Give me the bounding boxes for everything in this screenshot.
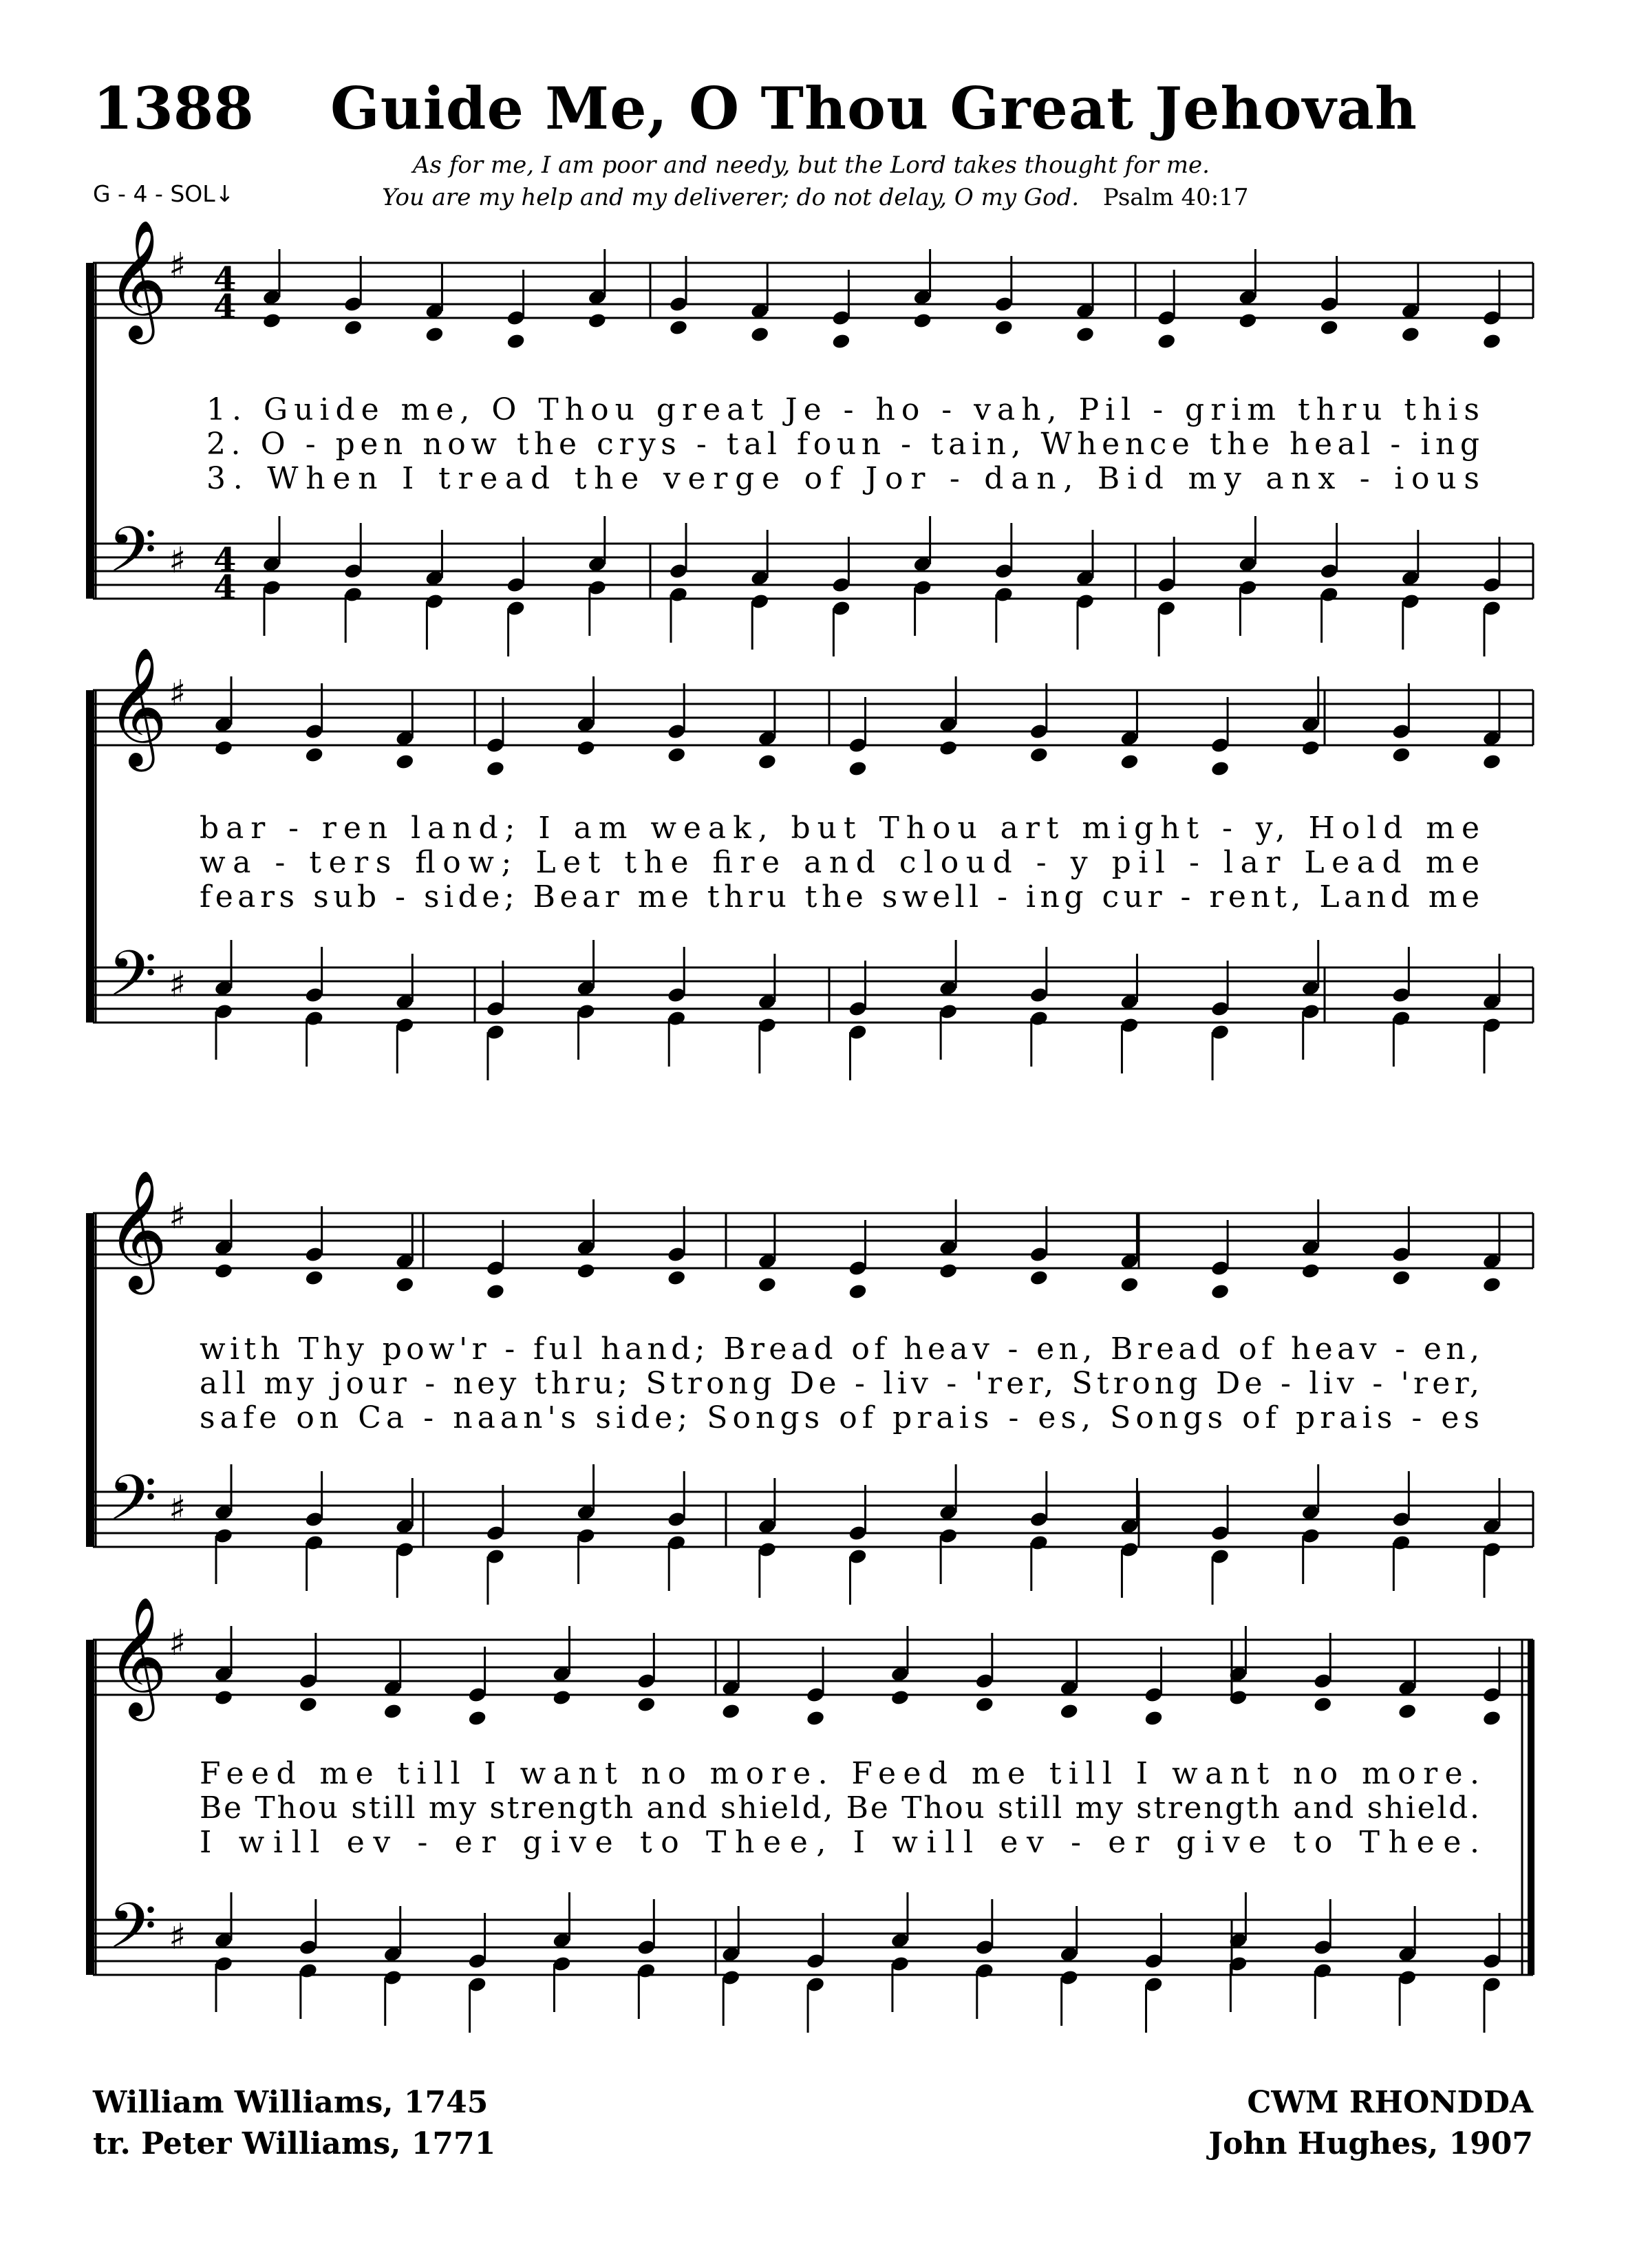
lyric-line: wa - ters flow; Let the fire and cloud - y pil - lar Lead me xyxy=(200,845,1479,880)
lyric-line: fears sub - side; Bear me thru the swell - ing cur - rent, Land me xyxy=(200,879,1479,914)
alto-note xyxy=(994,319,1014,336)
alto-note xyxy=(758,1276,778,1293)
alto-note xyxy=(262,312,282,329)
alto-note xyxy=(299,1695,319,1713)
alto-note xyxy=(721,1702,741,1720)
alto-note xyxy=(1482,1276,1502,1293)
alto-note xyxy=(1210,760,1230,777)
alto-note xyxy=(831,332,851,350)
final-bar-line xyxy=(1528,1640,1534,1975)
bass-clef: 𝄢 xyxy=(108,937,157,1025)
key-signature-sharp: ♯ xyxy=(169,540,186,581)
alto-note xyxy=(1301,1262,1320,1279)
lyric-line: I will ev - er give to Thee, I will ev - er give to Thee. xyxy=(200,1825,1479,1860)
key-signature-sharp: ♯ xyxy=(169,673,186,714)
alto-note xyxy=(1391,1269,1411,1286)
bass-clef: 𝄢 xyxy=(108,1462,157,1550)
lyric-line: with Thy pow'r - ful hand; Bread of heav - en, Bread of heav - en, xyxy=(200,1331,1479,1367)
credit-composer: John Hughes, 1907 xyxy=(1208,2126,1533,2161)
alto-note xyxy=(806,1709,826,1726)
alto-note xyxy=(974,1695,994,1713)
alto-note xyxy=(1400,325,1420,343)
hymn-title: Guide Me, O Thou Great Jehovah xyxy=(330,74,1418,142)
alto-note xyxy=(214,1262,234,1279)
alto-note xyxy=(1144,1709,1164,1726)
alto-note xyxy=(576,739,596,756)
alto-note xyxy=(395,753,415,770)
alto-note xyxy=(1029,746,1049,763)
scripture-ref: Psalm 40:17 xyxy=(1102,184,1249,211)
alto-note xyxy=(1391,746,1411,763)
alto-note xyxy=(506,332,526,350)
alto-note xyxy=(486,760,506,777)
alto-note xyxy=(750,325,770,343)
alto-note xyxy=(912,312,932,329)
alto-note xyxy=(1482,332,1502,350)
alto-note xyxy=(848,1283,868,1300)
alto-note xyxy=(395,1276,415,1293)
alto-note xyxy=(848,760,868,777)
alto-note xyxy=(939,1262,959,1279)
alto-note xyxy=(486,1283,506,1300)
alto-note xyxy=(1238,312,1258,329)
alto-note xyxy=(669,319,689,336)
alto-note xyxy=(576,1262,596,1279)
alto-note xyxy=(1398,1702,1418,1720)
key-signature-sharp: ♯ xyxy=(169,1916,186,1958)
treble-clef: 𝄞 xyxy=(107,647,168,767)
credit-author: William Williams, 1745 xyxy=(93,2085,489,2120)
scripture-text: You are my help and my deliverer; do not delay, O my God. xyxy=(382,184,1080,211)
system-bracket xyxy=(86,690,94,1023)
system-bracket xyxy=(86,263,94,599)
system-bracket xyxy=(86,1213,94,1547)
alto-note xyxy=(214,739,234,756)
alto-note xyxy=(343,319,363,336)
alto-note xyxy=(1157,332,1177,350)
alto-note xyxy=(1029,1269,1049,1286)
lyric-line: 1. Guide me, O Thou great Je - ho - vah, Pil - grim thru this xyxy=(206,392,1479,427)
key-signature-sharp: ♯ xyxy=(169,1196,186,1237)
alto-note xyxy=(939,739,959,756)
lyric-line: safe on Ca - naan's side; Songs of prais - es, Songs of prais - es xyxy=(200,1400,1480,1435)
alto-note xyxy=(214,1689,234,1706)
lyric-line: 3. When I tread the verge of Jor - dan, Bid my anx - ious xyxy=(206,461,1479,496)
alto-note xyxy=(1313,1695,1333,1713)
lyric-line: 2. O - pen now the crys - tal foun - tain, Whence the heal - ing xyxy=(206,427,1479,462)
treble-clef: 𝄞 xyxy=(107,220,168,339)
lyric-line: all my jour - ney thru; Strong De - liv - 'rer, Strong De - liv - 'rer, xyxy=(200,1366,1479,1401)
key-signature-sharp: ♯ xyxy=(169,1488,186,1530)
alto-note xyxy=(304,746,324,763)
alto-note xyxy=(1120,1276,1140,1293)
alto-note xyxy=(1076,325,1095,343)
alto-note xyxy=(1120,753,1140,770)
time-signature-bottom: 4 xyxy=(213,568,237,607)
alto-note xyxy=(467,1709,487,1726)
bass-clef: 𝄢 xyxy=(108,513,157,601)
scripture-line-1: As for me, I am poor and needy, but the Lord takes thought for me. xyxy=(413,151,1210,179)
key-signature-sharp: ♯ xyxy=(169,1623,186,1664)
hymn-number: 1388 xyxy=(93,74,254,142)
alto-note xyxy=(425,325,445,343)
credit-tune-name: CWM RHONDDA xyxy=(1247,2085,1533,2120)
bass-clef: 𝄢 xyxy=(108,1890,157,1978)
alto-note xyxy=(1482,753,1502,770)
alto-note xyxy=(587,312,607,329)
lyric-line: bar - ren land; I am weak, but Thou art might - y, Hold me xyxy=(200,811,1479,846)
treble-clef: 𝄞 xyxy=(107,1170,168,1290)
time-signature-top: 4 xyxy=(213,260,237,299)
alto-note xyxy=(667,746,687,763)
alto-note xyxy=(1210,1283,1230,1300)
alto-note xyxy=(1059,1702,1079,1720)
alto-note xyxy=(1319,319,1339,336)
alto-note xyxy=(552,1689,572,1706)
system-bracket xyxy=(86,1640,94,1975)
alto-note xyxy=(637,1695,656,1713)
tune-key-label: G - 4 - SOL↓ xyxy=(93,180,235,207)
lyric-line: Feed me till I want no more. Feed me till I want no more. xyxy=(200,1756,1480,1791)
alto-note xyxy=(383,1702,403,1720)
lyric-line: Be Thou still my strength and shield, Be Thou still my strength and shield. xyxy=(200,1790,1479,1826)
alto-note xyxy=(1301,739,1320,756)
alto-note xyxy=(890,1689,910,1706)
time-signature-top: 4 xyxy=(213,541,237,579)
time-signature-bottom: 4 xyxy=(213,288,237,326)
key-signature-sharp: ♯ xyxy=(169,246,186,287)
alto-note xyxy=(667,1269,687,1286)
alto-note xyxy=(304,1269,324,1286)
key-signature-sharp: ♯ xyxy=(169,964,186,1005)
treble-clef: 𝄞 xyxy=(107,1596,168,1716)
alto-note xyxy=(1482,1709,1502,1726)
alto-note xyxy=(758,753,778,770)
credit-translator: tr. Peter Williams, 1771 xyxy=(93,2126,496,2161)
